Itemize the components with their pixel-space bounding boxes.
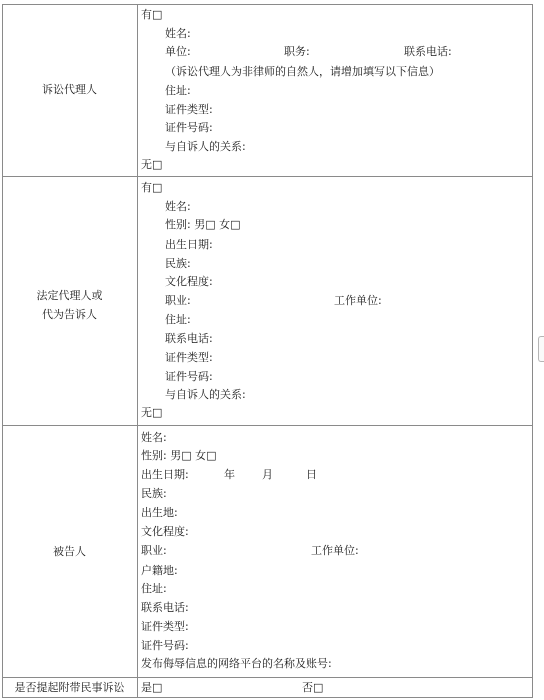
defendant-id-number-field: 证件号码: [141, 639, 189, 652]
legal-agent-birth-field: 出生日期: [165, 238, 213, 251]
legal-agent-has-checkbox[interactable]: 有□ [141, 181, 163, 194]
legal-agent-phone-field: 联系电话: [165, 332, 213, 345]
side-scroll-handle[interactable] [538, 336, 544, 362]
defendant-address-field: 住址: [141, 582, 167, 595]
agent-relation-field: 与自诉人的关系: [165, 140, 246, 153]
table-border-left [2, 4, 3, 698]
agent-none-checkbox[interactable]: 无□ [141, 158, 163, 171]
agent-id-type-field: 证件类型: [165, 103, 213, 116]
form-table [2, 4, 533, 698]
defendant-birth-day: 日 [306, 468, 317, 481]
defendant-label: 被告人 [53, 545, 86, 558]
legal-agent-workplace-field: 工作单位: [334, 294, 382, 307]
legal-agent-relation-field: 与自诉人的关系: [165, 388, 246, 401]
agent-label: 诉讼代理人 [42, 83, 97, 96]
legal-agent-ethnicity-field: 民族: [165, 257, 191, 270]
row-divider [2, 425, 533, 426]
table-border-bottom [2, 697, 533, 698]
defendant-phone-field: 联系电话: [141, 601, 189, 614]
legal-agent-education-field: 文化程度: [165, 275, 213, 288]
agent-position-field: 职务: [284, 45, 310, 58]
agent-has-checkbox[interactable]: 有□ [141, 8, 163, 21]
agent-address-field: 住址: [165, 84, 191, 97]
legal-agent-id-type-field: 证件类型: [165, 351, 213, 364]
column-divider [137, 4, 138, 698]
agent-note: （诉讼代理人为非律师的自然人，请增加填写以下信息） [165, 65, 440, 78]
defendant-workplace-field: 工作单位: [311, 544, 359, 557]
defendant-household-field: 户籍地: [141, 564, 178, 577]
defendant-name-field: 姓名: [141, 431, 167, 444]
legal-agent-occupation-field: 职业: [165, 294, 191, 307]
table-border-right [532, 4, 533, 698]
defendant-gender-field[interactable]: 性别: 男□ 女□ [141, 449, 217, 462]
legal-agent-gender-field[interactable]: 性别: 男□ 女□ [165, 218, 241, 231]
agent-unit-field: 单位: [165, 45, 191, 58]
civil-suit-yes-checkbox[interactable]: 是□ [141, 681, 163, 694]
table-border-top [2, 4, 533, 5]
legal-agent-id-number-field: 证件号码: [165, 370, 213, 383]
legal-agent-address-field: 住址: [165, 313, 191, 326]
defendant-platform-field: 发布侮辱信息的网络平台的名称及账号: [141, 657, 332, 670]
row-divider [2, 176, 533, 177]
defendant-ethnicity-field: 民族: [141, 487, 167, 500]
defendant-birth-month: 月 [262, 468, 273, 481]
defendant-birth-year: 年 [224, 468, 235, 481]
legal-agent-label-line1: 法定代理人或 [36, 289, 103, 302]
agent-name-field: 姓名: [165, 27, 191, 40]
defendant-birth-field: 出生日期: [141, 468, 189, 481]
defendant-education-field: 文化程度: [141, 525, 189, 538]
legal-agent-label-line2: 代为告诉人 [42, 308, 97, 321]
legal-agent-none-checkbox[interactable]: 无□ [141, 406, 163, 419]
civil-suit-no-checkbox[interactable]: 否□ [302, 681, 324, 694]
civil-suit-label: 是否提起附带民事诉讼 [14, 681, 125, 694]
legal-agent-name-field: 姓名: [165, 200, 191, 213]
defendant-id-type-field: 证件类型: [141, 620, 189, 633]
agent-phone-field: 联系电话: [404, 45, 452, 58]
agent-id-number-field: 证件号码: [165, 121, 213, 134]
defendant-birthplace-field: 出生地: [141, 506, 178, 519]
defendant-occupation-field: 职业: [141, 544, 167, 557]
